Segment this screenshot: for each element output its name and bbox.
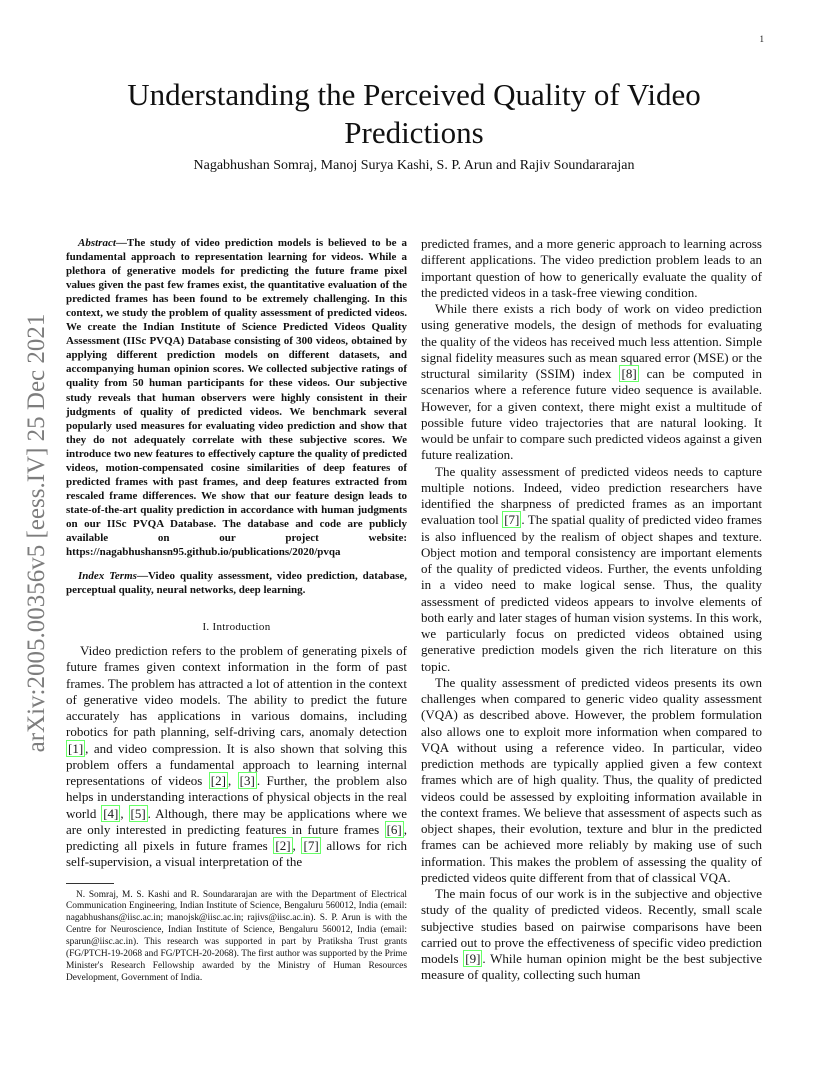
title-line-2: Predictions: [344, 115, 484, 150]
citation-link[interactable]: [7]: [303, 838, 319, 854]
citation-link[interactable]: [6]: [386, 821, 402, 837]
citation-link[interactable]: [8]: [621, 366, 637, 381]
citation-link[interactable]: [5]: [130, 805, 146, 821]
index-terms-label: Index Terms: [78, 570, 137, 583]
page-number: 1: [759, 34, 764, 44]
body-paragraph: predicted frames, and a more generic approach to learning across different applications. The video prediction problem leads to an important question of how to generically evaluate the quality of the predicted videos in a task-free viewing condition.: [421, 236, 762, 300]
footnote-rule: [66, 883, 114, 884]
right-column: [421, 236, 762, 984]
citation-link[interactable]: [7]: [504, 512, 520, 528]
arxiv-sidebar: [22, 283, 52, 783]
body-paragraph: The quality assessment of predicted videos needs to capture multiple notions. Indeed, video prediction researchers have identified the sharpness of predicted frames as an important evaluation tool [7] . The spatial quality of predicted video frames is also influenced by the realism of object shapes and texture. Object motion and temporal consistency are important elements of the quality of predicted videos. Further, the events unfolding in a video need to make logical sense. Thus, the quality assessment of predicted videos appears to involve elements of both early and later stages of human vision systems. In this work, we particularly focus on predicted videos obtained using generative prediction models given the rich literature on this topic.: [421, 463, 762, 674]
arxiv-identifier: arXiv:2005.00356v5 [eess.IV] 25 Dec 2021: [23, 313, 50, 753]
body-paragraph: The quality assessment of predicted videos presents its own challenges when compared to generic video quality assessment (VQA) as described above. However, the problem formulation also allows one to exploit more information when compared to VQA without using a reference video. In particular, video prediction methods are typically applied given a few context frames which are of high quality. Thus, the quality of predicted videos could be assessed by exploiting information available in the context frames. We believe that assessment of aspects such as object shapes, their evolution, texture and blur in the predicted frames can be achieved more reliably by making use of such information. This makes the problem of assessing the quality of predicted videos quite different from that of classical VQA.: [421, 674, 762, 885]
citation-link[interactable]: [2]: [275, 838, 291, 854]
citation-link[interactable]: [1]: [68, 740, 84, 756]
abstract: [66, 236, 407, 559]
citation-link[interactable]: [2]: [210, 773, 226, 789]
citation-link[interactable]: [3]: [239, 773, 255, 789]
index-terms: [66, 569, 407, 597]
left-column: [66, 236, 407, 985]
body-paragraph: The main focus of our work is in the subjective and objective study of the quality of predicted videos. Recently, small scale subjective studies based on pairwise comparisons have been carried out to prove the effectiveness of specific video prediction models [9] . While human opinion might be the best subjective measure of quality, collecting such human: [421, 886, 762, 983]
section-heading: I. Introduction: [202, 621, 271, 634]
title-line-1: Understanding the Perceived Quality of Video: [127, 77, 701, 112]
intro-paragraph: Video prediction refers to the problem of generating pixels of future frames given context information in the form of past frames. The problem has attracted a lot of attention in the context of generative video models. The ability to predict the future accurately has applications in various domains, including robotics for path planning, self-driving cars, anomaly detection [1] , and video compression. It is also shown that solving this problem offers a fundamental approach to learning internal representations of videos [2] , [3] . Further, the problem also helps in understanding interactions of physical objects in the real world [4] , [5] . Although, there may be applications where we are only interested in predicting features in future frames [6] , predicting all pixels in future frames [2] , [7] allows for rich self-supervision, a visual interpretation of the: [66, 643, 408, 870]
index-terms-text: —Video quality assessment, video prediction, database, perceptual quality, neural networks, deep learning.: [66, 570, 407, 597]
citation-link[interactable]: [4]: [103, 805, 119, 821]
body-paragraph: While there exists a rich body of work on video prediction using generative models, the design of methods for evaluating the quality of the videos has received much less attention. Simple signal fidelity measures such as mean squared error (MSE) or the structural similarity (SSIM) index [8] can be computed in scenarios where a reference future video sequence is available. However, for a given context, there might exist a multitude of possible future video trajectories that are natural looking. It would be unfair to compare such predicted videos against a given future realization.: [421, 301, 763, 463]
citation-link[interactable]: [9]: [465, 951, 481, 966]
author-footnote: N. Somraj, M. S. Kashi and R. Soundararajan are with the Department of Electrical Communication Engineering, Indian Institute of Science, Bengaluru 560012, India (email: nagabhushans@iisc.ac.in; manojsk@iisc.ac.in; rajivs@iisc.ac.in). S. P. Arun is with the Centre for Neuroscience, Indian Institute of Science, Bengaluru 560012, India (email: sparun@iisc.ac.in). This research was supported in part by Pratiksha Trust grants (FG/PTCH-19-2068 and FG/PTCH-20-2068). The first author was supported by the Prime Minister's Research Fellowship awarded by the Ministry of Human Resources Development, Government of India.: [66, 889, 407, 983]
abstract-label: Abstract: [78, 237, 116, 249]
author-list: Nagabhushan Somraj, Manoj Surya Kashi, S. P. Arun and Rajiv Soundararajan: [193, 158, 635, 173]
paper-title: [0, 76, 828, 152]
abstract-text: —The study of video prediction models is believed to be a fundamental approach to representation learning for videos. While a plethora of generative models for predicting the future frame pixel values given the past few frames exist, the quantitative evaluation of the predicted frames has been found to be extremely challenging. In this context, we study the problem of quality assessment of predicted videos. We create the Indian Institute of Science Predicted Videos Quality Assessment (IISc PVQA) Database consisting of 300 videos, obtained by applying different prediction models on different datasets, and accompanying human opinion scores. We collected subjective ratings of quality from 50 human participants for these videos. Our subjective study reveals that human observers were highly consistent in their judgments of quality of predicted videos. We benchmark several popularly used measures for evaluating video prediction and show that they do not adequately correlate with these subjective scores. We introduce two new features to effectively capture the quality of predicted videos, motion-compensated cosine similarities of deep features of predicted frames with past frames, and deep features extracted from rescaled frame differences. We show that our feature design leads to state-of-the-art quality prediction in accordance with human judgments on our IISc PVQA Database. The database and code are publicly available on our project website: https://nagabhushansn95.github.io/publications/2020/pvqa: [66, 237, 407, 559]
